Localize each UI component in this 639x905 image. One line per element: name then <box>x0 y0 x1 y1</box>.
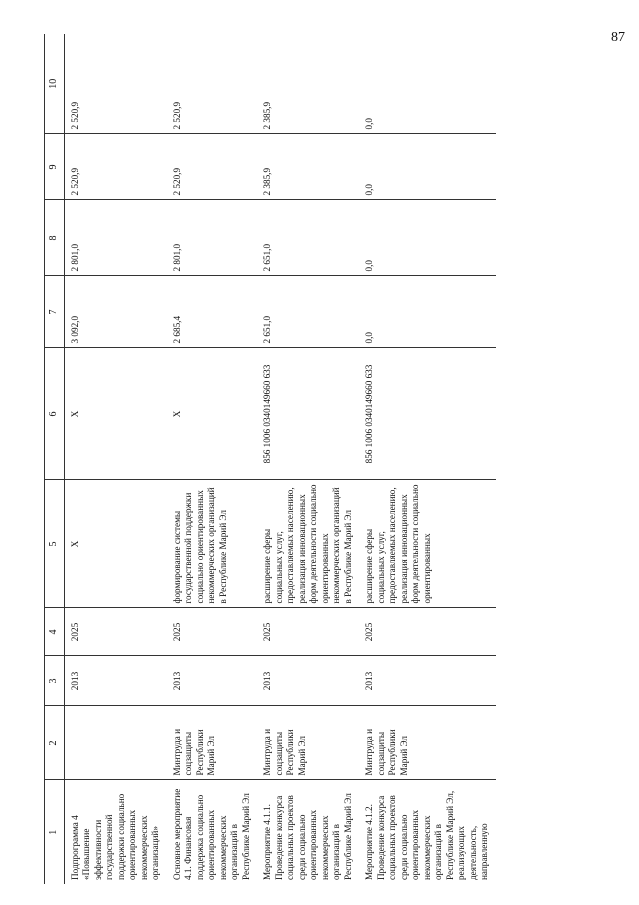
table-row <box>64 34 167 884</box>
end-year-cell: 2025 <box>64 608 167 656</box>
column-header: 10 <box>45 34 65 134</box>
value-cell: 0,0 <box>359 134 496 200</box>
column-header: 3 <box>45 656 65 706</box>
column-header: 2 <box>45 706 65 780</box>
value-cell: 0,0 <box>359 200 496 276</box>
program-name-cell: Мероприятие 4.1.2. Проведение конкурса социальных проектов среди социально ориентированных некоммерческих организаций в Республике Марий Эл, реализующих деятельность, направленную <box>364 790 489 880</box>
value-cell: 2 801,0 <box>64 200 167 276</box>
program-name-cell: Мероприятие 4.1.1. Проведение конкурса социальных проектов среди социально ориентированных некоммерческих организаций в Республике Марий Эл <box>262 793 353 880</box>
value-cell: 2 520,9 <box>167 134 258 200</box>
value-cell: 2 520,9 <box>64 134 167 200</box>
value-cell: 2 385,9 <box>257 134 359 200</box>
value-cell: 2 651,0 <box>257 200 359 276</box>
table-row <box>257 34 359 884</box>
program-name-cell: Подпрограмма 4 «Повышение эффективности государственной поддержки социально ориентированных некоммерческих организаций» <box>69 793 160 880</box>
value-cell: 2 385,9 <box>257 34 359 134</box>
result-cell: расширение сферы социальных услуг, предоставляемых населению, реализация инновационных форм деятельности социально ориентированных некоммерческих организаций в Республике Марий Эл <box>257 480 359 608</box>
column-header: 8 <box>45 200 65 276</box>
budget-code-cell: 856 1006 0340149660 633 <box>257 348 359 480</box>
budget-table <box>44 34 496 884</box>
value-cell: 3 092,0 <box>64 276 167 348</box>
executor-cell: Минтруда и соцзащиты Республики Марий Эл <box>257 706 359 780</box>
end-year-cell: 2025 <box>167 608 258 656</box>
column-header: 6 <box>45 348 65 480</box>
end-year-cell: 2025 <box>257 608 359 656</box>
column-header: 7 <box>45 276 65 348</box>
start-year-cell: 2013 <box>167 656 258 706</box>
value-cell: 2 801,0 <box>167 200 258 276</box>
column-header: 9 <box>45 134 65 200</box>
result-cell: расширение сферы социальных услуг, предоставляемых населению, реализация инновационных форм деятельности социально ориентированных <box>359 480 496 608</box>
value-cell: 0,0 <box>359 34 496 134</box>
start-year-cell: 2013 <box>257 656 359 706</box>
start-year-cell: 2013 <box>64 656 167 706</box>
table-row <box>359 34 496 884</box>
budget-code-cell: 856 1006 0340149660 633 <box>359 348 496 480</box>
result-cell: формирование системы государственной поддержки социально ориентированных некоммерческих организаций в Республике Марий Эл <box>167 480 258 608</box>
column-number-row <box>45 34 65 884</box>
table-row <box>167 34 258 884</box>
value-cell: 2 520,9 <box>167 34 258 134</box>
executor-cell <box>64 706 167 780</box>
value-cell: 0,0 <box>359 276 496 348</box>
budget-code-cell: Х <box>64 348 167 480</box>
result-cell: Х <box>64 480 167 608</box>
budget-code-cell: Х <box>167 348 258 480</box>
executor-cell: Минтруда и соцзащиты Республики Марий Эл <box>359 706 496 780</box>
column-header: 4 <box>45 608 65 656</box>
rotated-table-container <box>44 34 639 884</box>
value-cell: 2 685,4 <box>167 276 258 348</box>
program-name-cell: Основное мероприятие 4.1. Финансовая поддержка социально ориентированных некоммерческих организаций в Республике Марий Эл <box>171 788 251 880</box>
executor-cell: Минтруда и соцзащиты Республики Марий Эл <box>167 706 258 780</box>
value-cell: 2 520,9 <box>64 34 167 134</box>
start-year-cell: 2013 <box>359 656 496 706</box>
value-cell: 2 651,0 <box>257 276 359 348</box>
column-header: 5 <box>45 480 65 608</box>
page-number: 87 <box>611 30 625 45</box>
end-year-cell: 2025 <box>359 608 496 656</box>
column-header: 1 <box>45 780 65 884</box>
